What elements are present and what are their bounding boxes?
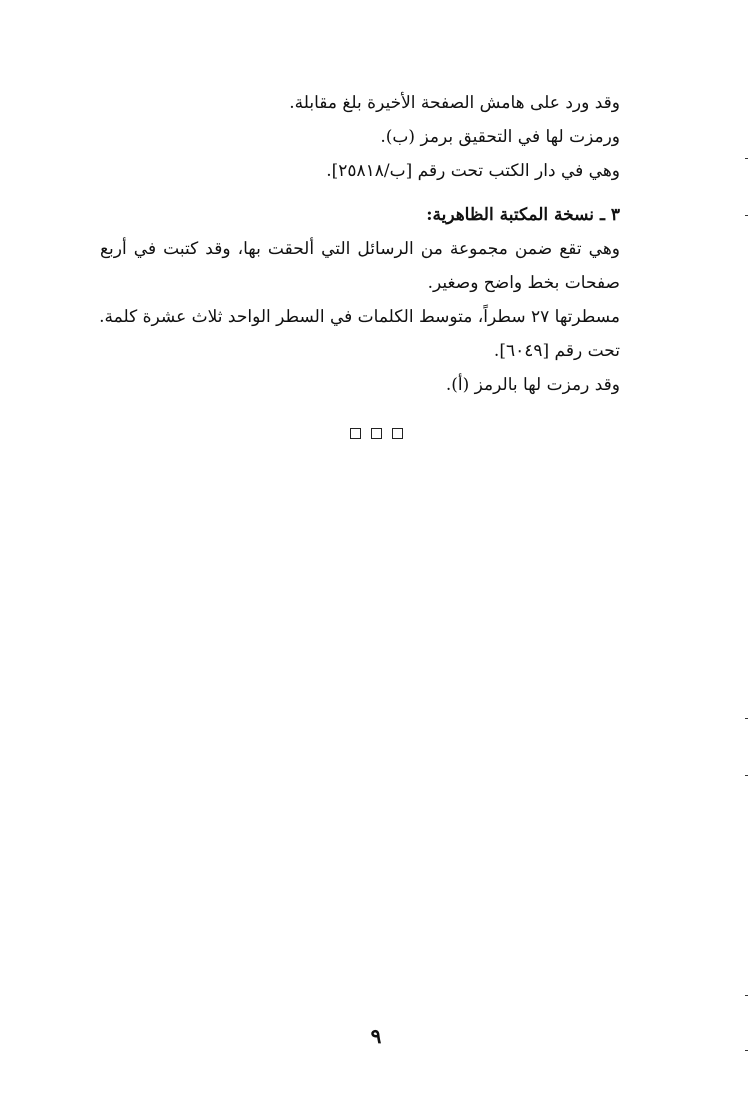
zahiriyya-lines-info: مسطرتها ٢٧ سطراً، متوسط الكلمات في السطر الواحد ثلاث عشرة كلمة. bbox=[99, 307, 620, 327]
zahiriyya-catalog-number: تحت رقم [٦٠٤٩]. bbox=[493, 341, 620, 361]
separator-square-icon bbox=[371, 428, 382, 439]
manuscript-b-location-line: وهي في دار الكتب تحت رقم [ب/٢٥٨١٨]. bbox=[326, 161, 620, 181]
zahiriyya-section bbox=[100, 198, 620, 402]
scan-margin-mark bbox=[745, 1050, 748, 1051]
scan-margin-mark bbox=[745, 718, 748, 719]
separator-square-icon bbox=[350, 428, 361, 439]
separator-square-icon bbox=[392, 428, 403, 439]
section-separator bbox=[0, 428, 752, 439]
zahiriyya-description-line-2: صفحات بخط واضح وصغير. bbox=[427, 273, 620, 293]
zahiriyya-description-line-1: وهي تقع ضمن مجموعة من الرسائل التي ألحقت بها، وقد كتبت في أربع bbox=[100, 239, 620, 259]
zahiriyya-heading: ٣ ـ نسخة المكتبة الظاهرية: bbox=[426, 205, 620, 225]
margin-note-line: وقد ورد على هامش الصفحة الأخيرة بلغ مقابلة. bbox=[289, 93, 620, 113]
scan-margin-mark bbox=[745, 995, 748, 996]
manuscript-b-symbol-line: ورمزت لها في التحقيق برمز (ب). bbox=[380, 127, 620, 147]
manuscript-b-description bbox=[100, 86, 620, 188]
zahiriyya-symbol-line: وقد رمزت لها بالرمز (أ). bbox=[445, 375, 620, 395]
scan-margin-mark bbox=[745, 215, 748, 216]
scan-margin-mark bbox=[745, 775, 748, 776]
page-number: ٩ bbox=[370, 1024, 382, 1048]
scan-margin-mark bbox=[745, 158, 748, 159]
